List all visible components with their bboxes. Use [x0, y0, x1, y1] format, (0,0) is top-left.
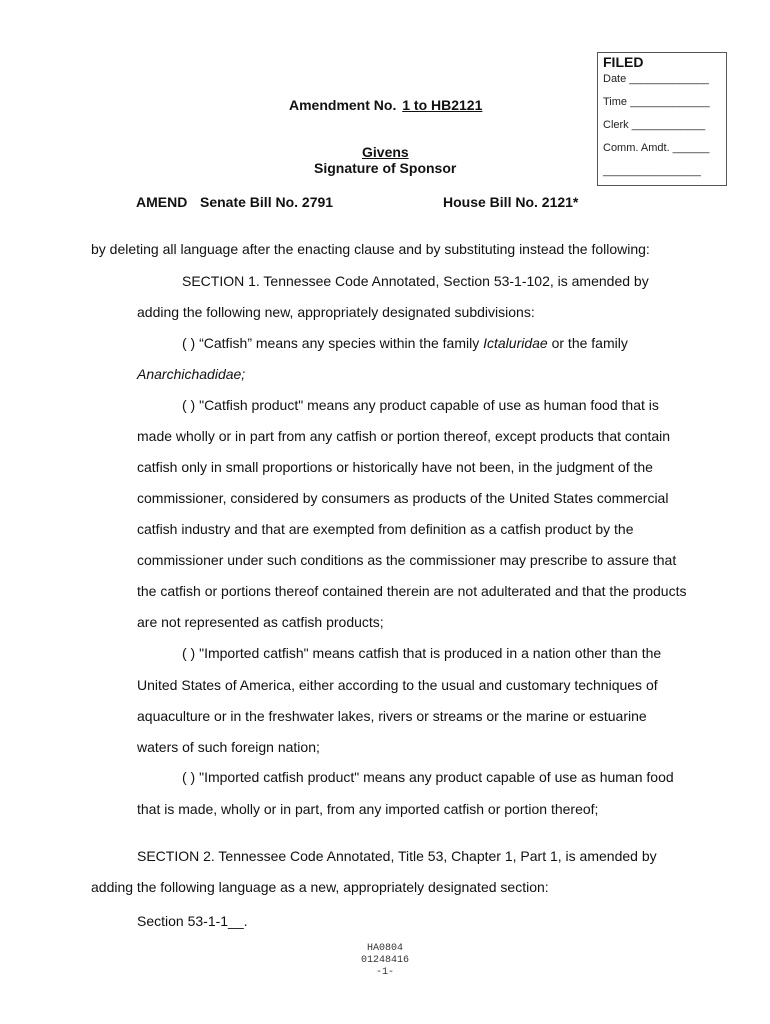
- amendment-heading: [289, 97, 482, 113]
- catfish-definition-start: ( ) “Catfish” means any species within the family: [182, 335, 484, 351]
- house-bill-number: House Bill No. 2121*: [443, 194, 579, 210]
- amendment-prefix: Amendment No.: [289, 97, 397, 113]
- filed-date-row: Date _____________: [603, 73, 709, 85]
- body-line-12: the catfish or portions thereof contained therein are not adulterated and that the products: [137, 583, 687, 599]
- amendment-number: 1 to HB2121: [402, 97, 483, 113]
- imported-catfish-definition: ( ) "Imported catfish" means catfish that is produced in a nation other than the: [182, 645, 662, 661]
- page-number: -1-: [375, 967, 394, 978]
- filed-blank-row: ________________: [603, 165, 701, 177]
- imported-catfish-product-definition: ( ) "Imported catfish product" means any product capable of use as human food: [182, 769, 674, 785]
- body-line-19: that is made, wholly or in part, from any imported catfish or portion thereof;: [137, 801, 599, 817]
- section-1-heading: SECTION 1. Tennessee Code Annotated, Section 53-1-102, is amended by: [182, 273, 649, 289]
- catfish-definition-end: or the family: [547, 335, 628, 351]
- filed-clerk-row: Clerk ____________: [603, 119, 706, 131]
- catfish-definition: [182, 335, 628, 351]
- section-number-line: Section 53-1-1__.: [137, 913, 248, 929]
- body-line-9: commissioner, considered by consumers as products of the United States commercial: [137, 490, 669, 506]
- footer-code-2: 01248416: [360, 955, 409, 966]
- body-line-13: are not represented as catfish products;: [137, 614, 384, 630]
- filed-comm-amdt-row: Comm. Amdt. ______: [603, 142, 710, 154]
- filed-box: [597, 52, 727, 186]
- senate-bill-number: Senate Bill No. 2791: [200, 194, 334, 210]
- section-2-heading: SECTION 2. Tennessee Code Annotated, Title 53, Chapter 1, Part 1, is amended by: [137, 848, 657, 864]
- body-line-1: by deleting all language after the enacting clause and by substituting instead the following:: [91, 241, 650, 257]
- catfish-product-definition: ( ) "Catfish product" means any product capable of use as human food that is: [182, 397, 659, 413]
- body-line-21: adding the following language as a new, appropriately designated section:: [91, 879, 549, 895]
- sponsor-name: Givens: [362, 144, 409, 160]
- family-ictaluridae: Ictaluridae: [483, 335, 548, 351]
- footer-code-1: HA0804: [366, 943, 403, 954]
- body-line-8: catfish only in small proportions or historically have not been, in the judgment of the: [137, 459, 653, 475]
- body-line-17: waters of such foreign nation;: [137, 739, 320, 755]
- body-line-16: aquaculture or in the freshwater lakes, rivers or streams or the marine or estuarine: [137, 708, 647, 724]
- amend-label: AMEND: [136, 194, 188, 210]
- filed-title: FILED: [603, 54, 644, 70]
- body-line-7: made wholly or in part from any catfish or portion thereof, except products that contain: [137, 428, 671, 444]
- body-line-15: United States of America, either according to the usual and customary techniques of: [137, 677, 658, 693]
- body-line-11: commissioner under such conditions as the commissioner may prescribe to assure that: [137, 552, 677, 568]
- sponsor-caption: Signature of Sponsor: [314, 160, 457, 176]
- body-line-10: catfish industry and that are exempted from definition as a catfish product by the: [137, 521, 634, 537]
- body-line-3: adding the following new, appropriately designated subdivisions:: [137, 304, 535, 320]
- family-anarchichadidae: Anarchichadidae;: [137, 366, 246, 382]
- filed-time-row: Time _____________: [603, 96, 710, 108]
